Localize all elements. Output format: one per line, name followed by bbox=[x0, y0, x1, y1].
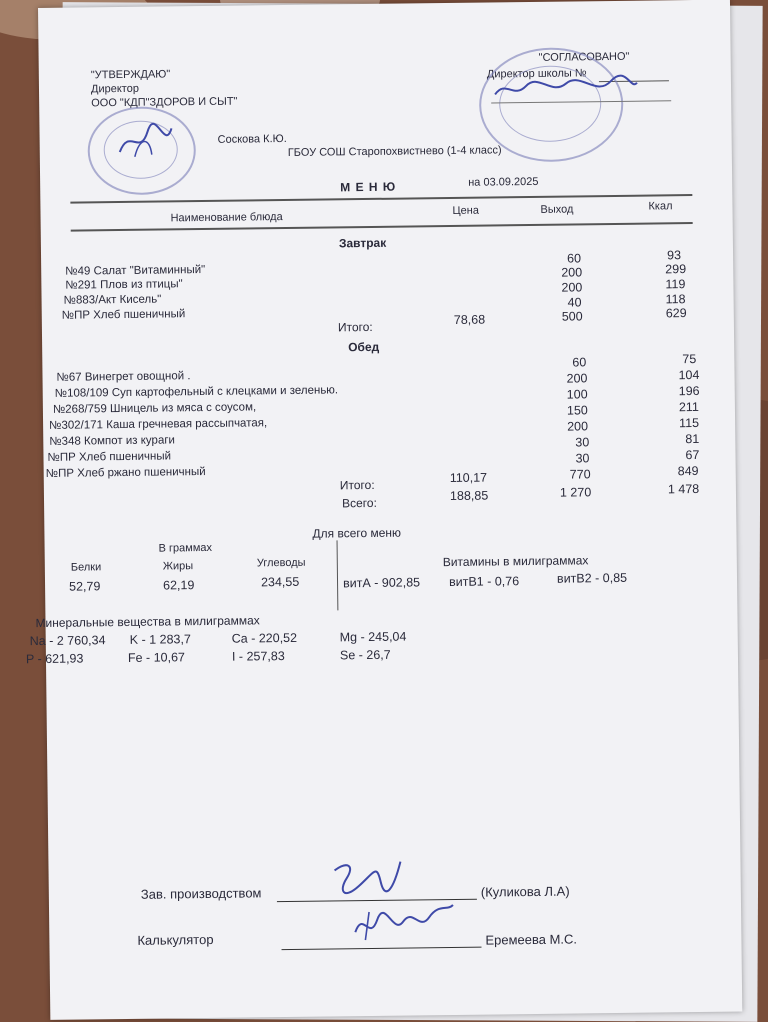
item-output: 100 bbox=[566, 387, 588, 402]
list-item: №ПР Хлеб пшеничный bbox=[61, 308, 186, 322]
menu-document bbox=[25, 0, 742, 1020]
approve-label: "УТВЕРЖДАЮ" bbox=[90, 68, 171, 82]
item-kcal: 118 bbox=[665, 292, 686, 307]
org-name: ООО "КДП"ЗДОРОВ И СЫТ" bbox=[91, 95, 238, 110]
item-kcal: 196 bbox=[678, 383, 700, 399]
item-kcal: 104 bbox=[678, 367, 700, 383]
list-item: №ПР Хлеб пшеничный bbox=[47, 450, 172, 464]
mineral-value: Ca - 220,52 bbox=[231, 630, 298, 646]
column-output: Выход bbox=[540, 203, 574, 216]
item-kcal: 115 bbox=[679, 415, 700, 431]
mineral-value: Mg - 245,04 bbox=[339, 629, 407, 645]
director-label: Директор bbox=[90, 82, 139, 96]
calculator-label: Калькулятор bbox=[137, 931, 214, 948]
mineral-value: I - 257,83 bbox=[231, 649, 285, 664]
agreed-label: "СОГЛАСОВАНО" bbox=[538, 50, 630, 64]
item-output: 40 bbox=[567, 295, 582, 310]
list-item: №302/171 Каша гречневая рассыпчатая, bbox=[49, 417, 268, 432]
fat-label: Жиры bbox=[162, 560, 194, 573]
lunch-title: Обед bbox=[348, 339, 380, 355]
lunch-total-label: Итого: bbox=[339, 477, 375, 493]
grand-total-price: 188,85 bbox=[449, 488, 489, 504]
mineral-value: Fe - 10,67 bbox=[127, 650, 186, 665]
item-kcal: 75 bbox=[682, 351, 697, 367]
item-output: 200 bbox=[561, 265, 583, 280]
breakfast-total-kcal: 629 bbox=[665, 306, 687, 321]
vitamins-label: Витамины в милиграммах bbox=[442, 553, 589, 570]
minerals-label: Минеральные вещества в милиграммах bbox=[35, 613, 260, 631]
list-item: №67 Винегрет овощной . bbox=[56, 370, 191, 384]
grand-total-label: Всего: bbox=[341, 495, 377, 511]
list-item: №ПР Хлеб ржано пшеничный bbox=[45, 465, 206, 480]
list-item: №883/Акт Кисель" bbox=[63, 293, 162, 307]
list-item: №291 Плов из птицы" bbox=[65, 278, 183, 292]
list-item: №268/759 Шницель из мяса с соусом, bbox=[52, 401, 257, 416]
vitamin-b1: витВ1 - 0,76 bbox=[448, 574, 520, 590]
column-price: Цена bbox=[452, 204, 480, 217]
mineral-value: K - 1 283,7 bbox=[129, 632, 191, 647]
school-name: ГБОУ СОШ Старопохвистнево (1-4 класс) bbox=[287, 144, 502, 159]
menu-date: на 03.09.2025 bbox=[468, 175, 539, 189]
breakfast-total-label: Итого: bbox=[337, 319, 373, 335]
grand-total-output: 1 270 bbox=[559, 485, 592, 500]
lunch-total-price: 110,17 bbox=[449, 470, 488, 486]
protein-label: Белки bbox=[70, 561, 102, 574]
grand-total-kcal: 1 478 bbox=[667, 481, 700, 497]
item-kcal: 211 bbox=[678, 399, 699, 415]
column-kcal: Ккал bbox=[648, 200, 673, 213]
column-dish: Наименование блюда bbox=[170, 211, 283, 225]
lunch-total-kcal: 849 bbox=[677, 463, 699, 479]
mineral-value: Na - 2 760,34 bbox=[29, 633, 106, 649]
item-output: 200 bbox=[561, 280, 583, 295]
item-output: 30 bbox=[575, 451, 590, 466]
carbs-label: Углеводы bbox=[256, 556, 306, 570]
director-name: Соскова К.Ю. bbox=[217, 132, 287, 146]
item-kcal: 299 bbox=[665, 262, 687, 277]
nutrition-title: Для всего меню bbox=[312, 525, 402, 541]
fat-value: 62,19 bbox=[162, 578, 195, 593]
production-label: Зав. производством bbox=[140, 885, 262, 902]
production-signature bbox=[328, 856, 409, 903]
list-item: №49 Салат "Витаминный" bbox=[65, 263, 206, 278]
director-signature bbox=[109, 116, 180, 167]
item-output: 60 bbox=[567, 251, 582, 266]
calculator-name: Еремеева М.С. bbox=[485, 931, 578, 948]
school-director-label: Директор школы № bbox=[486, 67, 587, 81]
breakfast-total-price: 78,68 bbox=[453, 312, 486, 327]
item-output: 30 bbox=[575, 435, 590, 450]
carbs-value: 234,55 bbox=[260, 574, 300, 590]
lunch-total-output: 770 bbox=[569, 467, 591, 482]
item-kcal: 119 bbox=[665, 277, 686, 292]
mineral-value: P - 621,93 bbox=[25, 651, 84, 667]
item-output: 200 bbox=[567, 419, 589, 434]
grams-label: В граммах bbox=[158, 541, 213, 555]
item-kcal: 81 bbox=[685, 431, 700, 447]
item-output: 200 bbox=[566, 371, 588, 386]
menu-title: М Е Н Ю bbox=[340, 179, 397, 195]
mineral-value: Se - 26,7 bbox=[339, 647, 391, 663]
school-stamp bbox=[479, 47, 624, 163]
list-item: №108/109 Суп картофельный с клецками и зеленью. bbox=[54, 384, 339, 400]
list-item: №348 Компот из кураги bbox=[49, 434, 176, 448]
item-output: 150 bbox=[566, 403, 588, 418]
vitamin-a: витА - 902,85 bbox=[342, 575, 421, 591]
item-output: 60 bbox=[572, 355, 587, 370]
calculator-signature bbox=[349, 901, 460, 946]
breakfast-title: Завтрак bbox=[338, 235, 387, 251]
nutrition-divider bbox=[337, 540, 339, 610]
breakfast-total-output: 500 bbox=[561, 309, 583, 324]
protein-value: 52,79 bbox=[68, 579, 101, 594]
production-name: (Куликова Л.А) bbox=[480, 883, 570, 900]
item-kcal: 67 bbox=[685, 447, 700, 463]
vitamin-b2: витВ2 - 0,85 bbox=[556, 570, 628, 586]
item-kcal: 93 bbox=[666, 248, 682, 263]
school-director-signature bbox=[491, 73, 641, 105]
